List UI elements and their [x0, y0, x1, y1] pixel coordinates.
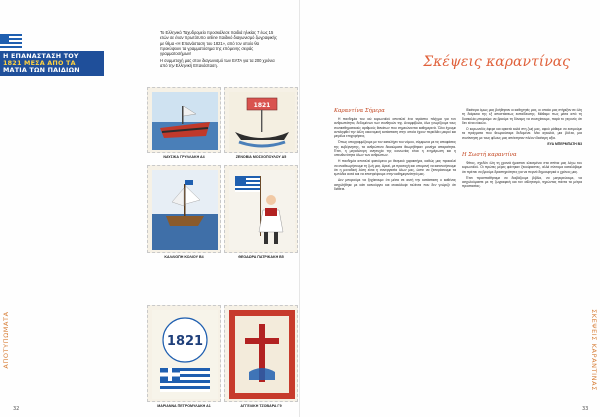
- section-heading-2: Η Σωστή καραντίνα: [462, 152, 517, 158]
- flag-1821-drawing: [152, 310, 218, 399]
- evzone-drawing: [229, 170, 295, 250]
- right-page-number: 33: [582, 406, 589, 412]
- cross-drawing: [229, 310, 295, 399]
- greek-flag-icon: [0, 34, 22, 50]
- left-page-number: 32: [13, 406, 20, 412]
- stamp-caption-3: ΚΑΛΛΙΟΠΗ ΚΟΛΙΟΥ Β4: [164, 255, 204, 259]
- stamp-caption-2: ΖΕΝΟΒΙΑ ΜΟΣΧΟΠΟΥΛΟΥ Α5: [235, 155, 287, 159]
- stamp-artwork-3: [147, 165, 221, 253]
- stamp-caption-4: ΘΕΟΔΩΡΑ ΠΑΤΡΙΚΑΚΗ Β5: [238, 255, 284, 259]
- article-signature: ΕΥΑ ΜΠΕΡΜΠΑΤΗ Β3: [547, 141, 582, 146]
- stamp-caption-1: ΝΑΥΣΙΚΑ ΓΡΥΛΛΑΚΗ Α4: [163, 155, 205, 159]
- section-banner: [0, 34, 104, 80]
- banner-title-line-1: Η ΕΠΑΝΑΣΤΑΣΗ ΤΟΥ: [3, 52, 79, 60]
- stamp-artwork-4: [224, 165, 298, 253]
- ship-drawing: [229, 92, 295, 150]
- stamp-artwork-5: [147, 305, 221, 402]
- drawing-year-label: 1821: [166, 334, 204, 349]
- stamp-artwork-6: [224, 305, 298, 402]
- intro-paragraph-1: Το Ελληνικό Ταχυδρομείο προσκάλεσε παιδιά ηλικίας 7 έως 15 ετών σε έναν πρωτότυπο online παιδικό διαγωνισμό ζωγραφικής με θέμα «Η Επανάσταση του 1821», από τον οποίο θα προκύψουν τα γραμματόσημα της επόμενης σειράς γραμματοσήμων!: [160, 30, 277, 57]
- column-1-paragraph-4: Δεν μπορούμε να ξεχάσουμε ότι μέσα σε αυτή την κατάσταση ο καθένας ασχολήθηκε με κάτι καινούργιο και ανακάλυψε ταλέντα που δεν γνώριζε ότι διέθετε.: [334, 178, 456, 191]
- boat-year-label: 1821: [253, 102, 271, 109]
- column-2-paragraph-1: Ιδιαίτερα όμως μας βοήθησαν οι καθηγητές μας, οι οποίοι μας στήριξαν σε όλη τη διάρκεια της εξ αποστάσεως εκπαίδευσης. Μάθαμε πως μέσα από τη δυσκολία μπορούμε να βρούμε τη δύναμη να συνεχίσουμε, παρά το γεγονός ότι δεν είναι εύκολο.: [462, 108, 582, 125]
- intro-text: [160, 30, 278, 70]
- left-vertical-title: [1, 290, 11, 390]
- section-heading-1: Καραντίνα Σήμερα: [334, 108, 385, 114]
- article-column-2: [462, 108, 582, 191]
- right-page: [300, 0, 600, 417]
- ship-at-sea-drawing: [152, 170, 218, 250]
- column-1-paragraph-1: Η πανδημία του ιού κορωνοϊού αποτελεί ένα τεράστιο πλήγμα για τον ανθρωπότητα, δεδομένων των συνθηκών της. Αναμφίβολα, όλοι γνωρίζουμε τους συναισθηματικούς αριθμούς θανάτων που σημειώνονται καθημερινά. Όλοι έχουμε αντιληφθεί την άλλη οικονομική κατάσταση στην οποία έχουν περιέλθει μικροί και μεγάλοι επιχειρήσεις.: [334, 117, 456, 138]
- column-1-paragraph-2: Όπως υπογραμμίζουμε με τον καταλήγει του νόμου, σύμφωνα με τις αποφάσεις της κυβέρνησης, τα ανθρώπινα δικαιώματα θεωρήθηκαν μονάχα απαραίτητα. Έτσι, η μεγαλύτερη ανησυχία της κοινωνίας είναι η ενημέρωση και η υπευθυνότητα όλων των ανθρώπων.: [334, 140, 456, 157]
- column-1-paragraph-3: Η πανδημία αποτελεί φαινόμενο με θεσμικό χαρακτήρα, καθώς μας προκαλεί να αναθεωρήσουμε τη ζωή μας. Αρκεί, με προσοχή και υπομονή να κατανοήσουμε ότι η μοναδική λύση είναι η συνεργασία όλων μας, ώστε να ξεπεράσουμε τα εμπόδια αυτά και να επιστρέψουμε στην καθημερινότητά μας.: [334, 159, 456, 176]
- banner-title-line-3: ΜΑΤΙΑ ΤΩΝ ΠΑΙΔΙΩΝ: [3, 66, 80, 74]
- boat-drawing: [152, 92, 218, 150]
- banner-title: [0, 51, 104, 76]
- stamp-artwork-1: [147, 87, 221, 153]
- stamp-caption-6: ΑΓΓΕΛΙΚΗ ΤΖΟΒΑΡΑ Γ9: [240, 404, 282, 408]
- stamp-caption-5: ΜΑΡΙΑΝΝΑ ΠΕΤΡΟΜΥΛΑΚΗ Α1: [157, 404, 211, 408]
- column-2-paragraph-4: Έτσι προσπαθήσαμε να διαβάζουμε βιβλία, να μαγειρεύουμε, να ασχολούμαστε με τη ζωγραφική και τον αθλητισμό, τηρώντας πάντα τα μέτρα προστασίας.: [462, 175, 582, 189]
- article-column-1: [334, 108, 456, 193]
- right-vertical-title: [589, 300, 599, 400]
- right-vertical-title-text: ΣΚΕΨΕΙΣ ΚΑΡΑΝΤΙΝΑΣ: [590, 309, 598, 391]
- stamp-artwork-2: [224, 87, 298, 153]
- banner-title-line-2: 1821 ΜΕΣΑ ΑΠΟ ΤΑ: [3, 59, 76, 67]
- article-title: Σκέψεις καραντίνας: [423, 54, 570, 70]
- column-2-paragraph-3: Φέτος, σχεδόν όλη τη χρονιά ήμασταν κλεισμένοι στα σπίτια μας λόγω του κορωνοϊού. Οι πρώτες μέρες φάνηκαν ξεκούραστες, αλλά σύντομα καταλάβαμε ότι πρέπει να βρούμε δραστηριότητες για να περνά δημιουργικά ο χρόνος μας.: [462, 161, 582, 174]
- left-vertical-title-text: ΑΠΟΤΥΠΩΜΑΤΑ: [2, 311, 10, 369]
- intro-paragraph-2: Η συμμετοχή μας στον διαγωνισμό των ΕΛΤΑ για τα 200 χρόνια από την Ελληνική Επανάσταση.: [160, 57, 275, 69]
- column-2-paragraph-2: Ο κορωνοϊός έφερε και αρκετά καλά στη ζωή μας, αφού μάθαμε να εκτιμούμε τα πράγματα που θεωρούσαμε δεδομένα. Μια αγκαλιά, μια βόλτα, μια συνάντηση με τους φίλους μας απέκτησαν πλέον ιδιαίτερη αξία.: [462, 127, 582, 140]
